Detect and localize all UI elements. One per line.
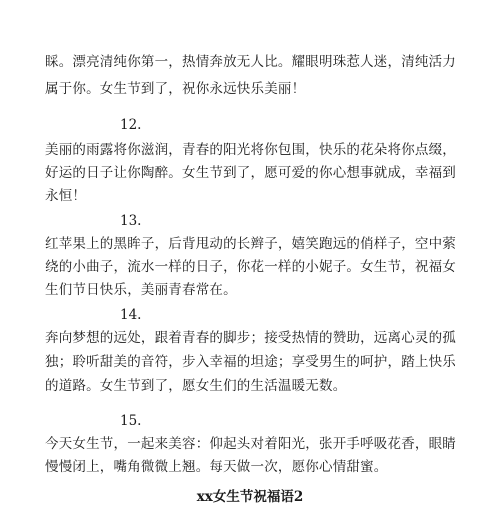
paragraph-11-line-1: 睬。漂亮清纯你第一，热情奔放无人比。耀眼明珠惹人迷，清纯活力 (45, 54, 456, 70)
paragraph-15-line-2: 慢慢闭上，嘴角微微上翘。每天做一次，愿你心情甜蜜。 (45, 459, 388, 475)
paragraph-14-line-2: 独；聆听甜美的音符，步入幸福的坦途；享受男生的呵护，踏上快乐 (45, 354, 456, 370)
paragraph-12-line-3: 永恒！ (45, 188, 87, 204)
paragraph-11-line-2: 属于你。女生节到了，祝你永远快乐美丽！ (45, 81, 306, 97)
paragraph-15-number: 15. (120, 413, 142, 429)
paragraph-13-line-2: 绕的小曲子，流水一样的日子，你花一样的小妮子。女生节，祝福女 (45, 259, 456, 275)
paragraph-14-line-1: 奔向梦想的远处，跟着青春的脚步；接受热情的赞助，远离心灵的孤 (45, 330, 456, 346)
paragraph-15-line-1: 今天女生节，一起来美容：仰起头对着阳光，张开手呼吸花香，眼睛 (45, 436, 456, 452)
paragraph-13-line-3: 生们节日快乐，美丽青春常在。 (45, 282, 237, 298)
paragraph-14-number: 14. (120, 307, 142, 323)
section-heading: xx女生节祝福语2 (196, 489, 304, 505)
paragraph-12-line-2: 好运的日子让你陶醉。女生节到了，愿可爱的你心想事就成，幸福到 (45, 165, 456, 181)
paragraph-13-line-1: 红苹果上的黑眸子，后背甩动的长辫子，嬉笑跑远的俏样子，空中萦 (45, 236, 456, 252)
paragraph-12-line-1: 美丽的雨露将你滋润，青春的阳光将你包围，快乐的花朵将你点缀， (45, 142, 456, 158)
paragraph-14-line-3: 的道路。女生节到了，愿女生们的生活温暖无数。 (45, 378, 347, 394)
paragraph-12-number: 12. (120, 117, 142, 133)
paragraph-13-number: 13. (120, 213, 142, 229)
